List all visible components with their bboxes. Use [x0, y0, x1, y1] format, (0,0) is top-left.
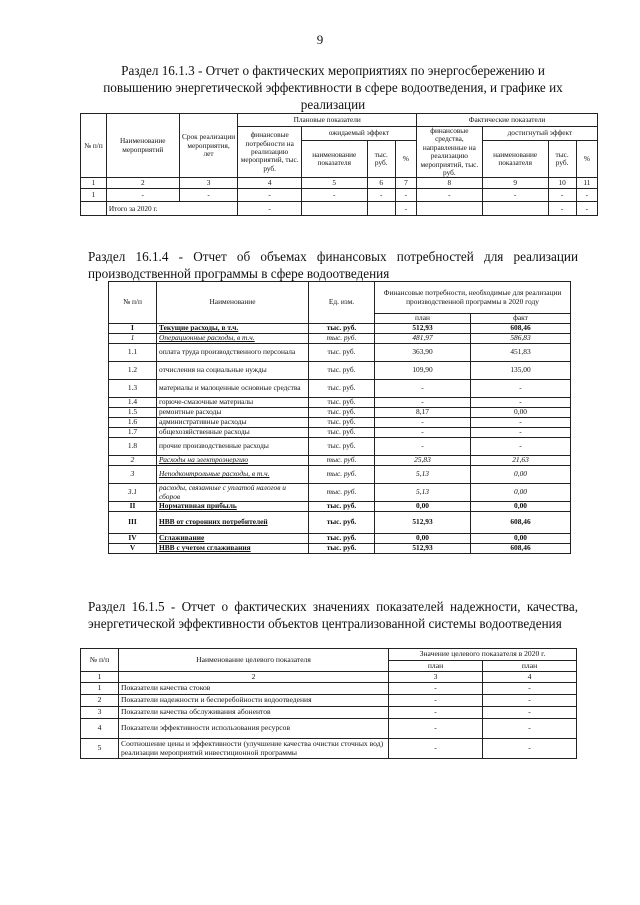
cell-plan: 512,93	[375, 512, 471, 534]
cell-value: -	[389, 695, 483, 707]
table-row	[109, 334, 571, 344]
table-cell: -	[301, 189, 367, 202]
cell-name: оплата труда производственного персонала	[157, 344, 309, 362]
cell-plan: -	[375, 418, 471, 428]
section-16-1-4-title: Раздел 16.1.4 - Отчет об объемах финансовых потребностей для реализации производственной программы в сфере водоотведения	[88, 249, 578, 281]
index-cell: 3	[389, 672, 483, 683]
cell-plan: 363,90	[375, 344, 471, 362]
cell-unit: тыс. руб.	[309, 456, 375, 466]
table-cell: -	[367, 189, 395, 202]
cell-num: 2	[81, 695, 119, 707]
cell-value: -	[483, 707, 577, 719]
cell-plan: -	[375, 428, 471, 438]
cell-num: 1.3	[109, 380, 157, 398]
cell-num: V	[109, 544, 157, 554]
cell-num: III	[109, 512, 157, 534]
header-term: Срок реализации мероприятия, лет	[179, 114, 238, 178]
cell-fact: 21,63	[471, 456, 571, 466]
cell-num: 1	[81, 683, 119, 695]
cell-num: 1.6	[109, 418, 157, 428]
index-cell: 8	[416, 178, 482, 189]
cell-value: -	[389, 707, 483, 719]
cell-unit: тыс. руб.	[309, 428, 375, 438]
cell-plan: 8,17	[375, 408, 471, 418]
cell-unit: тыс. руб.	[309, 466, 375, 484]
table-cell: 1	[81, 189, 107, 202]
header-fact: факт	[471, 314, 571, 324]
cell-fact: 608,46	[471, 324, 571, 334]
header-name: Наименование мероприятий	[106, 114, 179, 178]
header-actual: Фактические показатели	[416, 114, 597, 127]
index-cell: 6	[367, 178, 395, 189]
cell-plan: 109,90	[375, 362, 471, 380]
cell-fact: 0,00	[471, 484, 571, 502]
header-thous-rub: тыс. руб.	[367, 141, 395, 178]
energy-saving-measures-table	[80, 113, 598, 216]
header-num: № п/п	[109, 282, 157, 324]
table-row	[81, 695, 577, 707]
table-row	[109, 484, 571, 502]
cell-unit: тыс. руб.	[309, 408, 375, 418]
page-number: 9	[316, 32, 324, 47]
index-cell: 2	[106, 178, 179, 189]
cell-num: 1.7	[109, 428, 157, 438]
index-cell: 4	[238, 178, 301, 189]
cell-num: 5	[81, 739, 119, 759]
table-cell: -	[416, 189, 482, 202]
cell-name: Неподконтрольные расходы, в т.ч.	[157, 466, 309, 484]
cell-name: отчисления на социальные нужды	[157, 362, 309, 380]
cell-name: административные расходы	[157, 418, 309, 428]
cell-plan: 512,93	[375, 544, 471, 554]
table-cell: -	[548, 202, 576, 216]
cell-name: горюче-смазочные материалы	[157, 398, 309, 408]
table-row	[81, 739, 577, 759]
table-row	[109, 534, 571, 544]
total-label: Итого за 2020 г.	[106, 202, 238, 216]
cell-num: 1	[109, 334, 157, 344]
cell-plan: 0,00	[375, 502, 471, 512]
total-row	[81, 202, 598, 216]
header-num: № п/п	[81, 114, 107, 178]
cell-unit: тыс. руб.	[309, 544, 375, 554]
cell-name: Показатели надежности и бесперебойности водоотведения	[119, 695, 389, 707]
table-row	[81, 707, 577, 719]
cell-value: -	[483, 683, 577, 695]
cell-num: I	[109, 324, 157, 334]
index-cell: 4	[483, 672, 577, 683]
cell-value: -	[483, 719, 577, 739]
header-expected-effect: ожидаемый эффект	[301, 127, 416, 141]
cell-num: 3.1	[109, 484, 157, 502]
header-fin-planned: финансовые потребности на реализацию мероприятий, тыс. руб.	[238, 127, 301, 178]
cell-name: Нормативная прибыль	[157, 502, 309, 512]
financial-needs-body	[109, 324, 571, 554]
cell-value: -	[389, 683, 483, 695]
cell-fact: 608,46	[471, 512, 571, 534]
index-cell: 2	[119, 672, 389, 683]
target-indicators-table	[80, 648, 577, 759]
cell-name: НВВ с учетом сглаживания	[157, 544, 309, 554]
cell-name: прочие производственные расходы	[157, 438, 309, 456]
cell-fact: 586,83	[471, 334, 571, 344]
cell-num: 1.8	[109, 438, 157, 456]
table-cell: -	[482, 189, 548, 202]
cell-fact: 0,00	[471, 534, 571, 544]
cell-plan: 0,00	[375, 534, 471, 544]
cell-unit: тыс. руб.	[309, 362, 375, 380]
cell-num: 4	[81, 719, 119, 739]
table-row	[109, 502, 571, 512]
cell-num: 1.2	[109, 362, 157, 380]
index-cell: 3	[179, 178, 238, 189]
cell-plan: 5,13	[375, 484, 471, 502]
table-row	[109, 344, 571, 362]
header-achieved-effect: достигнутый эффект	[482, 127, 597, 141]
table-cell	[81, 202, 107, 216]
cell-fact: -	[471, 380, 571, 398]
cell-unit: тыс. руб.	[309, 324, 375, 334]
table-cell: -	[576, 202, 597, 216]
table-row	[81, 683, 577, 695]
table-cell	[416, 202, 482, 216]
header-percent: %	[395, 141, 416, 178]
cell-unit: тыс. руб.	[309, 534, 375, 544]
cell-name: Сглаживание	[157, 534, 309, 544]
table-row	[109, 428, 571, 438]
cell-fact: 135,00	[471, 362, 571, 380]
cell-unit: тыс. руб.	[309, 512, 375, 534]
index-row	[81, 672, 577, 683]
index-cell: 10	[548, 178, 576, 189]
table-cell: -	[548, 189, 576, 202]
header-name: Наименование целевого показателя	[119, 649, 389, 672]
cell-name: материалы и малоценные основные средства	[157, 380, 309, 398]
cell-num: IV	[109, 534, 157, 544]
cell-unit: тыс. руб.	[309, 344, 375, 362]
cell-name: Показатели качества стоков	[119, 683, 389, 695]
cell-fact: 0,00	[471, 502, 571, 512]
header-value: Значение целевого показателя в 2020 г.	[389, 649, 577, 661]
cell-plan: 5,13	[375, 466, 471, 484]
header-plan: план	[375, 314, 471, 324]
section-16-1-5-title: Раздел 16.1.5 - Отчет о фактических значениях показателей надежности, качества, энергетической эффективности объектов централизованной системы водоотведения	[88, 599, 578, 631]
table-row	[109, 408, 571, 418]
index-cell: 11	[576, 178, 597, 189]
table-row	[81, 719, 577, 739]
cell-unit: тыс. руб.	[309, 502, 375, 512]
table-cell: -	[395, 189, 416, 202]
header-percent-2: %	[576, 141, 597, 178]
header-fin-needs: Финансовые потребности, необходимые для реализации производственной программы в 2020 году	[375, 282, 571, 314]
cell-num: 3	[81, 707, 119, 719]
index-cell: 1	[81, 672, 119, 683]
header-name: Наименование	[157, 282, 309, 324]
cell-name: Показатели качества обслуживания абонентов	[119, 707, 389, 719]
cell-fact: -	[471, 418, 571, 428]
table-row	[109, 466, 571, 484]
cell-name: общехозяйственные расходы	[157, 428, 309, 438]
header-plan-2: план	[483, 661, 577, 672]
cell-plan: 481,97	[375, 334, 471, 344]
table-row	[109, 398, 571, 408]
cell-num: II	[109, 502, 157, 512]
cell-num: 3	[109, 466, 157, 484]
table-cell	[367, 202, 395, 216]
table-cell: -	[576, 189, 597, 202]
table-cell: -	[238, 202, 301, 216]
cell-name: НВВ от сторонних потребителей	[157, 512, 309, 534]
cell-name: расходы, связанные с уплатой налогов и сборов	[157, 484, 309, 502]
cell-plan: -	[375, 380, 471, 398]
header-num: № п/п	[81, 649, 119, 672]
cell-num: 1.5	[109, 408, 157, 418]
header-plan-1: план	[389, 661, 483, 672]
cell-name: Расходы на электроэнергию	[157, 456, 309, 466]
cell-fact: -	[471, 428, 571, 438]
table-cell	[482, 202, 548, 216]
cell-unit: тыс. руб.	[309, 484, 375, 502]
cell-value: -	[389, 739, 483, 759]
cell-plan: -	[375, 398, 471, 408]
table-row	[109, 418, 571, 428]
cell-unit: тыс. руб.	[309, 418, 375, 428]
header-fin-actual: финансовые средства, направленные на реализацию мероприятий, тыс. руб.	[416, 127, 482, 178]
index-cell: 1	[81, 178, 107, 189]
cell-fact: 451,83	[471, 344, 571, 362]
cell-name: ремонтные расходы	[157, 408, 309, 418]
cell-plan: 25,83	[375, 456, 471, 466]
section-16-1-3-title: Раздел 16.1.3 - Отчет о фактических мероприятиях по энергосбережению и повышению энергетической эффективности в сфере водоотведения, и графике их реализации	[103, 63, 563, 112]
cell-value: -	[389, 719, 483, 739]
table-row	[109, 324, 571, 334]
cell-value: -	[483, 695, 577, 707]
cell-unit: тыс. руб.	[309, 334, 375, 344]
index-row	[81, 178, 598, 189]
cell-value: -	[483, 739, 577, 759]
table-cell: -	[395, 202, 416, 216]
cell-plan: 512,93	[375, 324, 471, 334]
cell-num: 1.1	[109, 344, 157, 362]
cell-num: 1.4	[109, 398, 157, 408]
cell-name: Соотношение цены и эффективности (улучшение качества очистки сточных вод) реализации мероприятий инвестиционной программы	[119, 739, 389, 759]
index-cell: 5	[301, 178, 367, 189]
cell-name: Операционные расходы, в т.ч.	[157, 334, 309, 344]
table-row	[109, 544, 571, 554]
cell-name: Текущие расходы, в т.ч.	[157, 324, 309, 334]
index-cell: 7	[395, 178, 416, 189]
header-planned: Плановые показатели	[238, 114, 417, 127]
header-effect-name: наименование показателя	[301, 141, 367, 178]
table-cell: -	[106, 189, 179, 202]
cell-fact: 0,00	[471, 466, 571, 484]
cell-unit: тыс. руб.	[309, 380, 375, 398]
table-row	[109, 380, 571, 398]
cell-fact: -	[471, 398, 571, 408]
table-cell	[301, 202, 367, 216]
table-row	[109, 456, 571, 466]
cell-fact: 0,00	[471, 408, 571, 418]
index-cell: 9	[482, 178, 548, 189]
table-cell: -	[179, 189, 238, 202]
cell-num: 2	[109, 456, 157, 466]
cell-fact: -	[471, 438, 571, 456]
cell-unit: тыс. руб.	[309, 398, 375, 408]
cell-unit: тыс. руб.	[309, 438, 375, 456]
cell-fact: 608,46	[471, 544, 571, 554]
table-row	[109, 512, 571, 534]
header-effect-name-2: наименование показателя	[482, 141, 548, 178]
header-thous-rub-2: тыс. руб.	[548, 141, 576, 178]
cell-plan: -	[375, 438, 471, 456]
financial-needs-table	[108, 281, 571, 554]
cell-name: Показатели эффективности использования ресурсов	[119, 719, 389, 739]
table-row	[109, 362, 571, 380]
target-indicators-body	[81, 683, 577, 759]
table-row	[109, 438, 571, 456]
table-cell: -	[238, 189, 301, 202]
header-unit: Ед. изм.	[309, 282, 375, 324]
table-row	[81, 189, 598, 202]
